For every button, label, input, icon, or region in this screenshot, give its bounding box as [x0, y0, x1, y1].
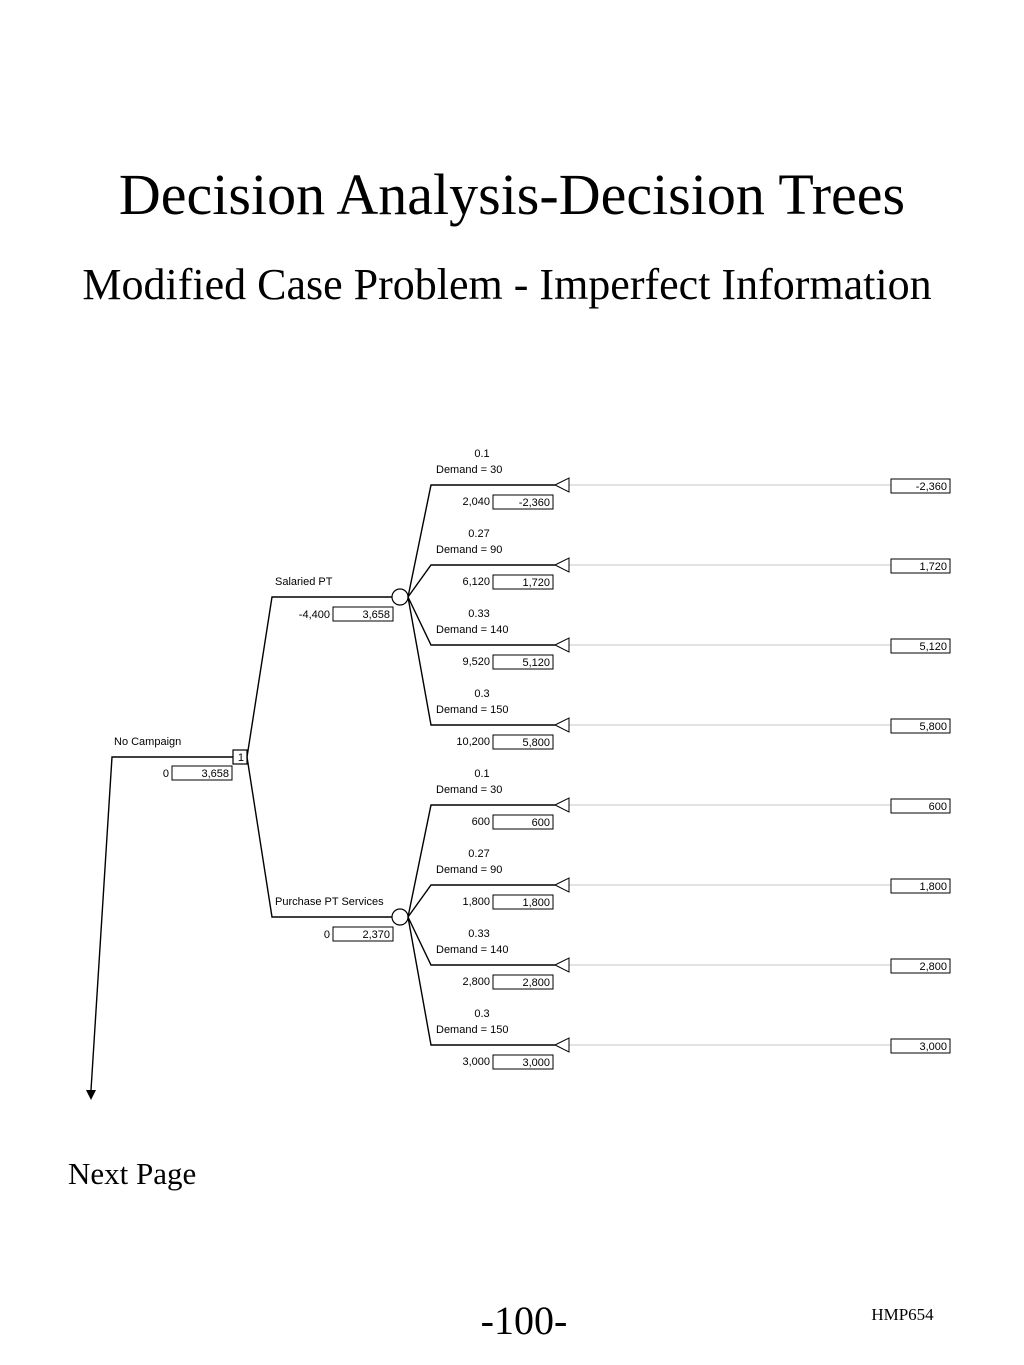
terminal-node-icon — [555, 478, 569, 492]
terminal-payoff: 1,720 — [919, 561, 947, 573]
decision-choice: 1 — [237, 752, 244, 764]
terminal-payoff: 3,000 — [919, 1041, 947, 1053]
page-number: -100- — [480, 1298, 568, 1343]
outcome-value: 2,800 — [462, 976, 490, 988]
outcome — [408, 528, 950, 597]
outcome — [408, 848, 950, 917]
outcome-label: Demand = 150 — [436, 704, 509, 716]
terminal-node-icon — [555, 718, 569, 732]
terminal-node-icon — [555, 798, 569, 812]
branch-result: 3,658 — [362, 609, 390, 621]
outcome-result: 1,720 — [522, 577, 550, 589]
root-line — [91, 757, 233, 1090]
terminal-payoff: 2,800 — [919, 961, 947, 973]
terminal-node-icon — [555, 558, 569, 572]
outcome-result: 5,120 — [522, 657, 550, 669]
outcome-probability: 0.27 — [468, 528, 490, 540]
outcome-probability: 0.33 — [468, 928, 490, 940]
outcome — [408, 597, 950, 669]
outcome-value: 600 — [471, 816, 490, 828]
branch-label: Salaried PT — [275, 576, 333, 588]
outcome-probability: 0.27 — [468, 848, 490, 860]
page-title: Decision Analysis-Decision Trees — [118, 162, 906, 227]
outcome-label: Demand = 90 — [436, 864, 503, 876]
outcome-value: 3,000 — [462, 1056, 490, 1068]
outcome-value: 2,040 — [462, 496, 490, 508]
terminal-payoff: 600 — [928, 801, 947, 813]
outcome-result: 3,000 — [522, 1057, 550, 1069]
outcome-result: 2,800 — [522, 977, 550, 989]
outcome-label: Demand = 140 — [436, 944, 509, 956]
outcome-probability: 0.3 — [474, 1008, 490, 1020]
outcome-label: Demand = 90 — [436, 544, 503, 556]
outcome-value: 1,800 — [462, 896, 490, 908]
outcome-probability: 0.1 — [474, 448, 490, 460]
outcome-label: Demand = 150 — [436, 1024, 509, 1036]
outcome-result: 600 — [531, 817, 550, 829]
terminal-payoff: 5,800 — [919, 721, 947, 733]
outcome — [408, 768, 950, 917]
outcome-value: 6,120 — [462, 576, 490, 588]
root-branch — [86, 736, 247, 1100]
chance-node — [392, 909, 408, 925]
outcomes-salaried-pt — [408, 448, 950, 749]
outcome-line — [408, 917, 555, 965]
outcome-probability: 0.33 — [468, 608, 490, 620]
root-label: No Campaign — [114, 736, 182, 748]
branch-salaried-pt — [247, 448, 950, 757]
outcomes-purchase-pt-services — [408, 768, 950, 1069]
terminal-node-icon — [555, 1038, 569, 1052]
outcome-probability: 0.3 — [474, 688, 490, 700]
outcome — [408, 448, 950, 597]
course-code: HMP654 — [871, 1305, 934, 1324]
branch-purchase-pt-services — [247, 757, 950, 1069]
outcome-value: 9,520 — [462, 656, 490, 668]
terminal-node-icon — [555, 958, 569, 972]
root-value: 0 — [162, 768, 169, 780]
chance-node — [392, 589, 408, 605]
branch-value: 0 — [323, 929, 330, 941]
outcome-label: Demand = 30 — [436, 784, 503, 796]
terminal-payoff: 5,120 — [919, 641, 947, 653]
branch-line — [247, 757, 393, 917]
branch-value: -4,400 — [298, 609, 330, 621]
outcome — [408, 917, 950, 989]
branch-result: 2,370 — [362, 929, 390, 941]
outcome-label: Demand = 140 — [436, 624, 509, 636]
terminal-node-icon — [555, 878, 569, 892]
terminal-payoff: 1,800 — [919, 881, 947, 893]
continue-arrow-icon — [86, 1090, 96, 1100]
outcome-result: -2,360 — [518, 497, 550, 509]
page-subtitle: Modified Case Problem - Imperfect Information — [82, 260, 932, 309]
outcome-value: 10,200 — [456, 736, 490, 748]
outcome-line — [408, 597, 555, 645]
outcome-result: 5,800 — [522, 737, 550, 749]
outcome-probability: 0.1 — [474, 768, 490, 780]
terminal-payoff: -2,360 — [915, 481, 947, 493]
branch-label: Purchase PT Services — [275, 896, 384, 908]
outcome-label: Demand = 30 — [436, 464, 503, 476]
terminal-node-icon — [555, 638, 569, 652]
next-page-link[interactable]: Next Page — [68, 1156, 197, 1191]
outcome-result: 1,800 — [522, 897, 550, 909]
root-result: 3,658 — [201, 768, 229, 780]
